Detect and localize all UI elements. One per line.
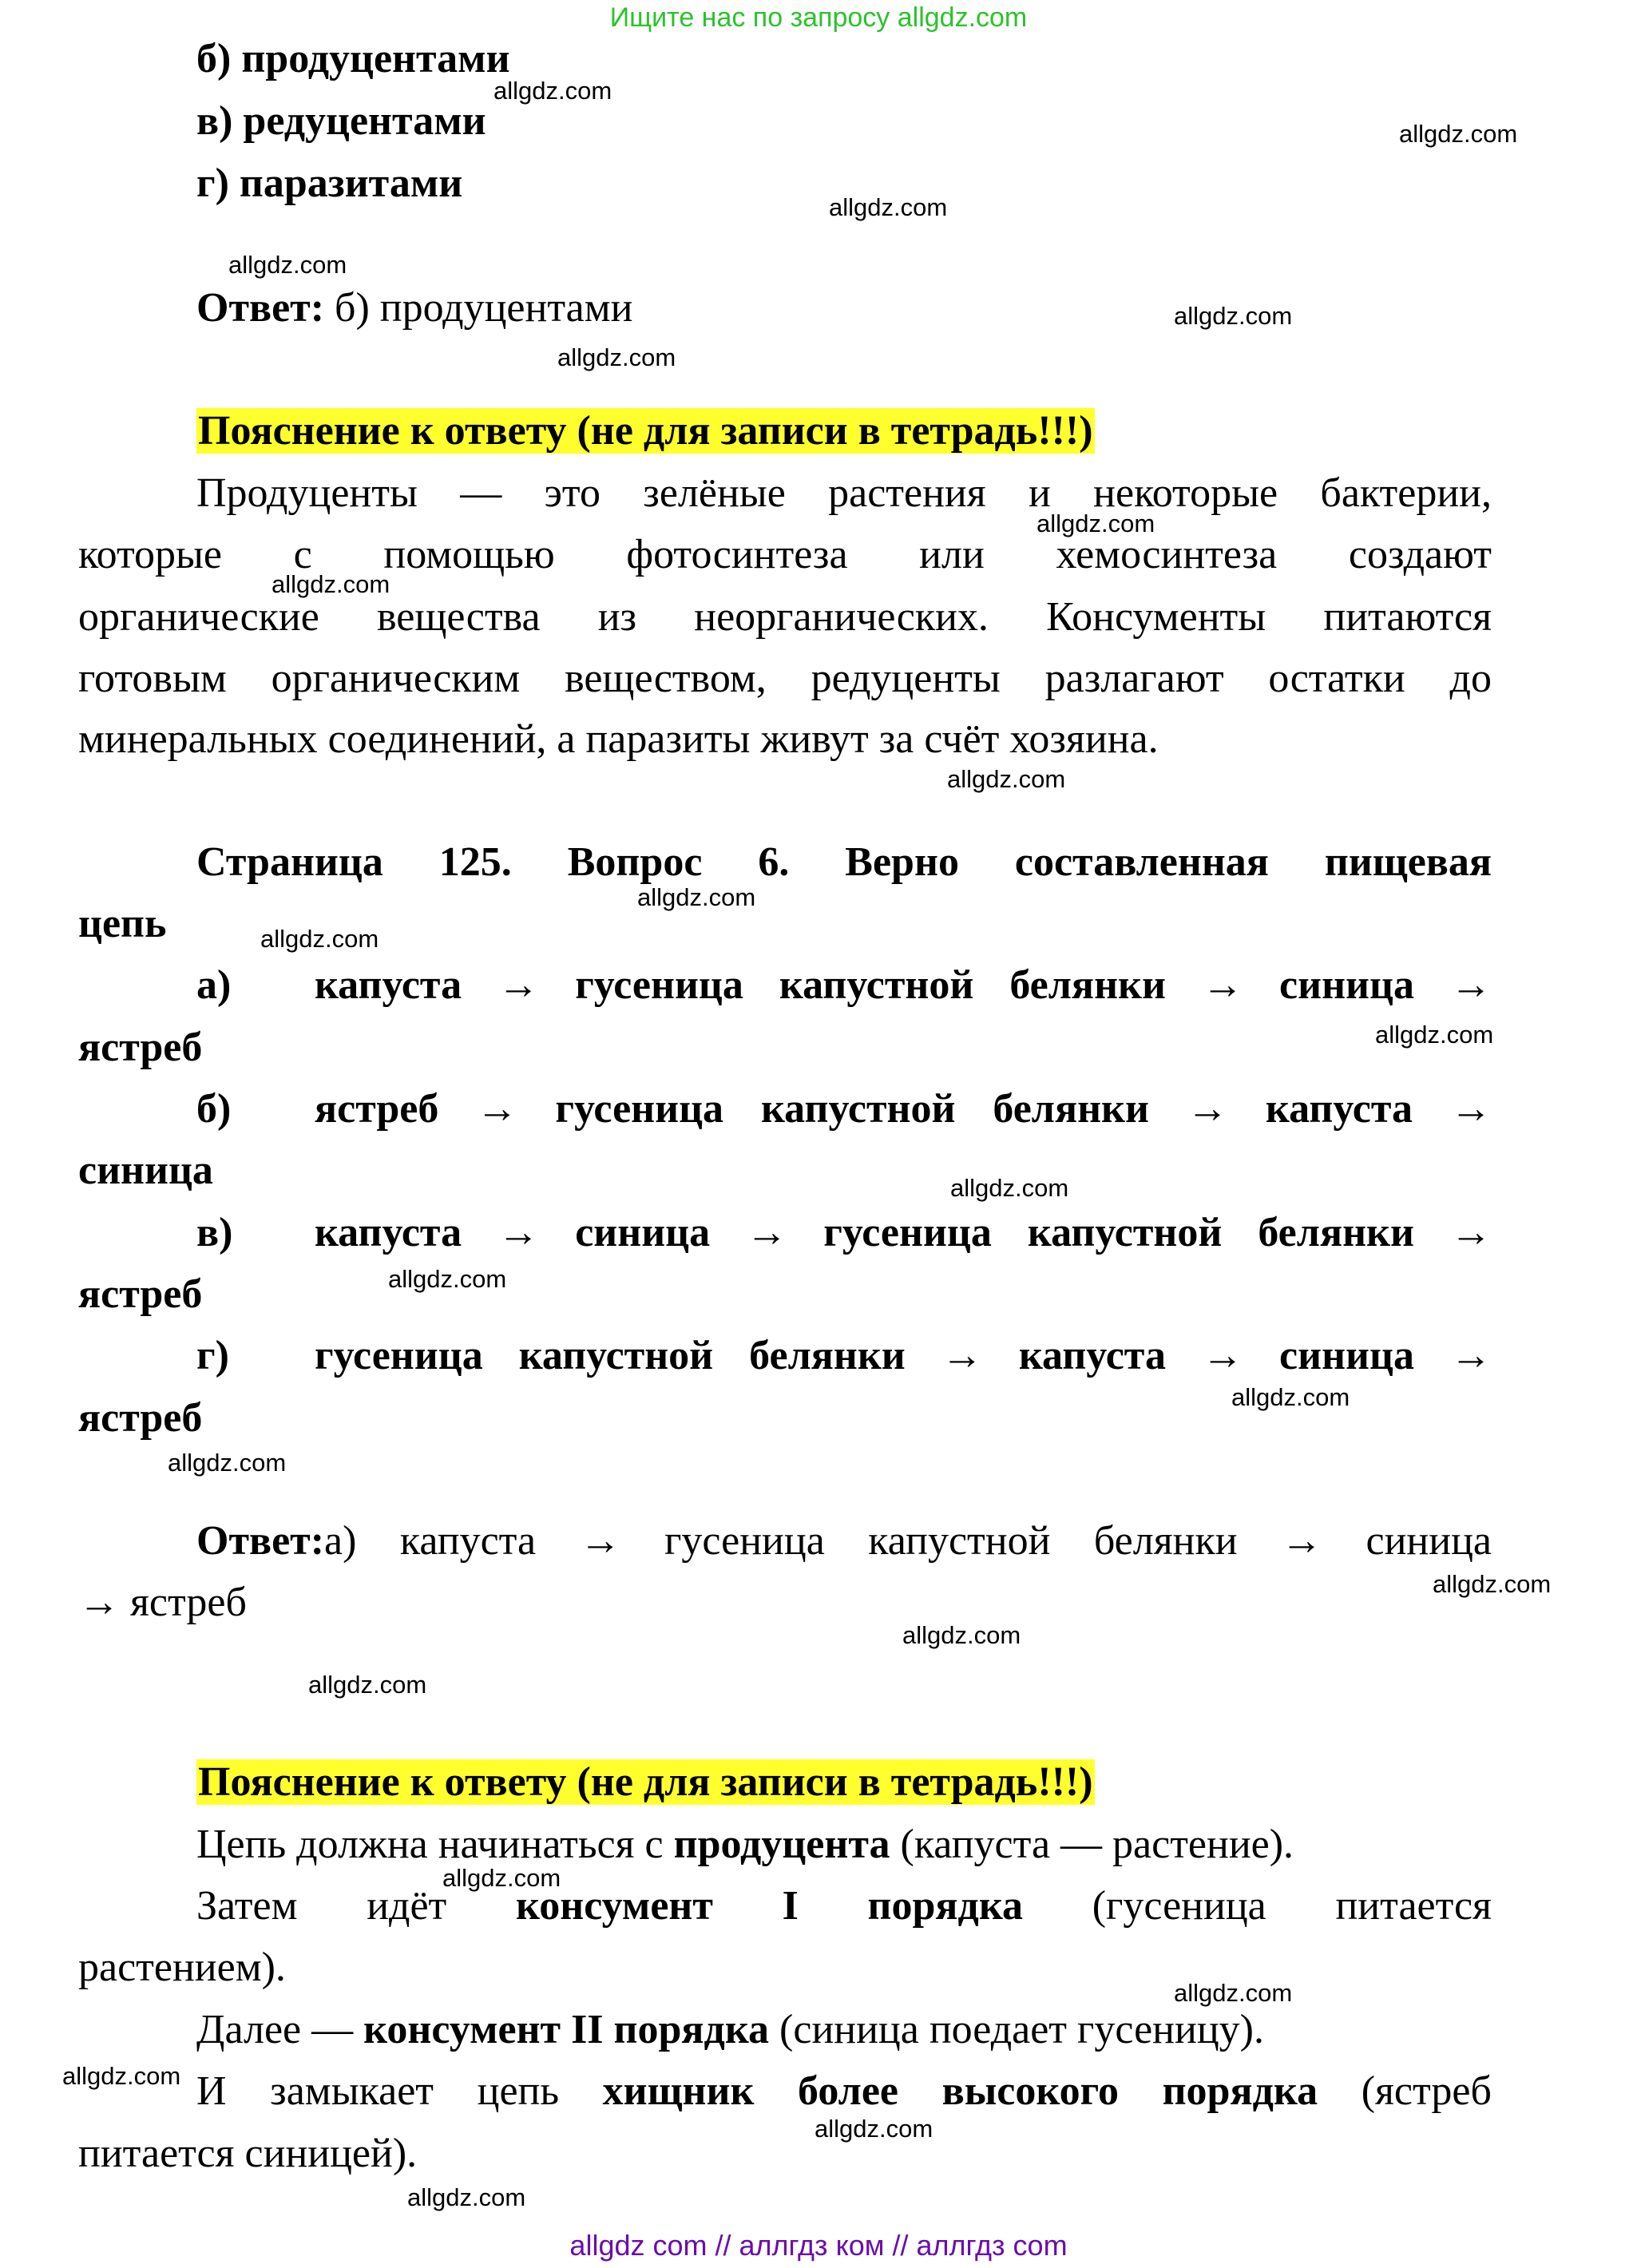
watermark: allgdz.com [1433,1570,1552,1598]
watermark: allgdz.com [815,2115,933,2143]
watermark: allgdz.com [1037,510,1155,537]
term-consumer-1: порядка [867,1883,1024,1929]
q6-option-v-cont: ястреб [78,1271,203,1317]
watermark: allgdz.com [1231,1383,1350,1411]
watermark: allgdz.com [308,1671,427,1699]
option-text: ястреб → гусеница капустной белянки → капуста → [315,1086,1492,1132]
word: идёт [367,1883,447,1929]
bottom-banner[interactable]: allgdz com // аллгдз ком // аллгдз com [569,2229,1068,2262]
word: питается [1335,1883,1492,1929]
watermark: allgdz.com [388,1265,507,1293]
q6-title-cont: цепь [78,901,167,946]
watermark: allgdz.com [407,2183,526,2211]
term-consumer-1: консумент [515,1883,713,1929]
q5-explanation-line: минеральных соединений, а паразиты живут за счёт хозяина. [78,716,1159,762]
q6-explanation-line [196,2066,1492,2117]
watermark: allgdz.com [1375,1021,1494,1049]
watermark: allgdz.com [168,1449,287,1477]
q6-option-b [196,1084,1492,1135]
watermark: allgdz.com [493,77,612,105]
watermark: allgdz.com [829,193,948,221]
word: (гусеница [1092,1883,1266,1929]
q6-option-g-cont: ястреб [78,1395,203,1441]
option-text: капуста → гусеница капустной белянки → синица → [315,962,1492,1008]
q5-explanation-line: Продуценты — это зелёные растения и некоторые бактерии, [196,470,1492,516]
watermark: allgdz.com [637,883,756,911]
watermark: allgdz.com [1174,302,1293,330]
q6-option-a-cont: ястреб [78,1025,203,1070]
watermark: allgdz.com [947,765,1066,793]
q6-option-b-cont: синица [78,1148,213,1193]
option-text: капуста → синица → гусеница капустной белянки → [315,1210,1492,1255]
watermark: allgdz.com [950,1174,1069,1202]
word: (ястреб [1361,2068,1492,2114]
option-label: б) [196,1086,232,1132]
q5-option-b: б) продуцентами [196,36,510,81]
q5-explanation-line: которые с помощью фотосинтеза или хемосинтеза создают [78,532,1492,577]
option-label: в) [196,1210,233,1255]
q6-explanation-line-cont: питается синицей). [78,2131,418,2176]
answer-label: Ответ: [196,1518,325,1564]
term-predator: хищник [602,2068,755,2114]
q6-answer [196,1516,1492,1567]
watermark: allgdz.com [62,2062,181,2090]
q6-option-g [196,1330,1492,1382]
word: замыкает [270,2068,434,2114]
q5-explanation-heading: Пояснение к ответу (не для записи в тетрадь!!!) [198,408,1093,454]
watermark: allgdz.com [260,925,379,953]
q5-answer [196,283,633,334]
q6-title: Страница 125. Вопрос 6. Верно составленная пищевая [196,839,1492,885]
term-predator: более [798,2068,898,2114]
q6-option-a [196,960,1492,1011]
option-label: г) [196,1333,229,1378]
answer-label: Ответ: [196,285,325,331]
watermark: allgdz.com [442,1864,561,1892]
watermark: allgdz.com [272,570,390,598]
answer-text: б) продуцентами [324,285,633,331]
q5-explanation-line: готовым органическим веществом, редуценты разлагают остатки до [78,656,1492,701]
q6-answer-cont: → ястреб [78,1580,247,1625]
q6-explanation-line-cont: растением). [78,1945,286,1990]
option-label: а) [196,962,232,1008]
q5-explanation-line: органические вещества из неорганических. Консументы питаются [78,594,1492,640]
top-banner[interactable]: Ищите нас по запросу allgdz.com [609,2,1028,33]
q6-explanation-line: Далее — консумент II порядка (синица поедает гусеницу). [196,2007,1264,2052]
term-predator: порядка [1162,2068,1318,2114]
q6-explanation-line: Цепь должна начинаться с продуцента (капуста — растение). [196,1822,1294,1867]
watermark: allgdz.com [557,343,676,371]
answer-text: а) капуста → гусеница капустной белянки → синица [324,1518,1492,1564]
q6-explanation-heading: Пояснение к ответу (не для записи в тетрадь!!!) [198,1759,1093,1805]
option-text: гусеница капустной белянки → капуста → синица → [315,1333,1492,1378]
word: И [196,2068,227,2114]
term-predator: высокого [941,2068,1119,2114]
watermark: allgdz.com [1399,120,1518,148]
watermark: allgdz.com [1174,1979,1293,2007]
word: Затем [196,1883,298,1929]
q5-option-g: г) паразитами [196,161,463,206]
term-consumer-1: I [782,1883,799,1929]
word: цепь [477,2068,560,2114]
q6-option-v [196,1207,1492,1259]
q5-option-v: в) редуцентами [196,98,486,144]
watermark: allgdz.com [902,1621,1021,1649]
watermark: allgdz.com [228,251,347,279]
q6-explanation-line [196,1881,1492,1932]
